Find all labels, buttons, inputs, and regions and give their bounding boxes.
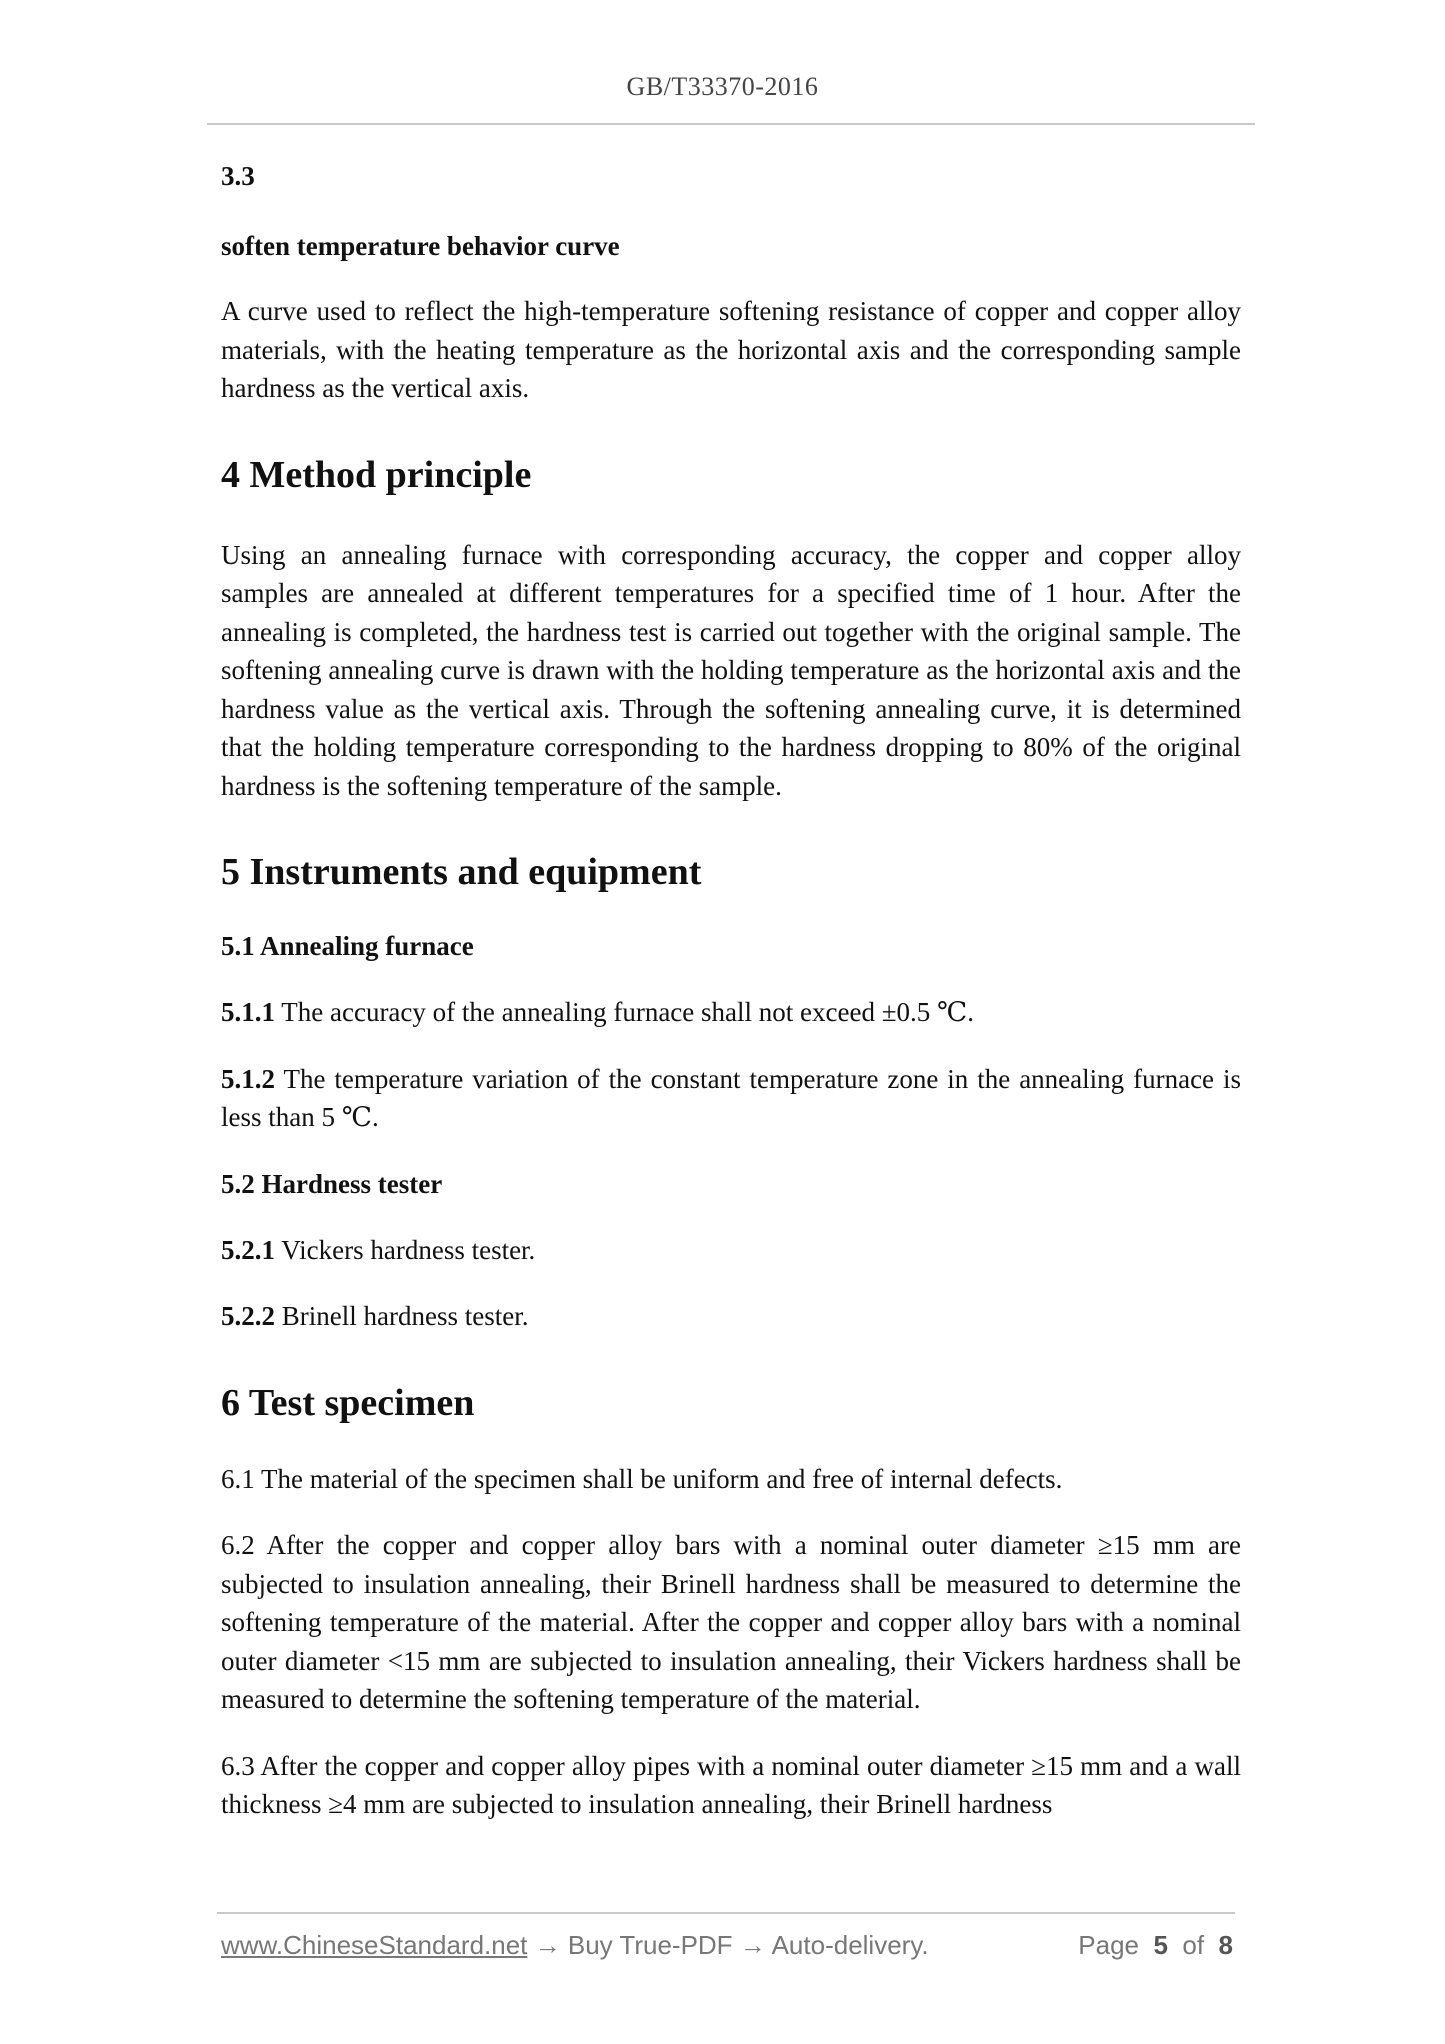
clause-text: The temperature variation of the constant temperature zone in the annealing furnace is less than 5 ℃. <box>221 1063 1241 1132</box>
clause-text: Brinell hardness tester. <box>275 1301 529 1331</box>
buy-text: Buy True-PDF <box>567 1930 733 1960</box>
clause-text: Vickers hardness tester. <box>275 1234 536 1265</box>
clause-number: 5.2.1 <box>221 1234 275 1265</box>
method-principle-paragraph: Using an annealing furnace with corresponding accuracy, the copper and copper alloy samples are annealed at different temperatures for a specified time of 1 hour. After the annealing is completed, the hardness test is carried out together with the original sample. The softening annealing curve is drawn with the holding temperature as the horizontal axis and the hardness value as the vertical axis. Through the softening annealing curve, it is determined that the holding temperature corresponding to the hardness dropping to 80% of the original hardness is the softening temperature of the sample. <box>221 539 1241 801</box>
page-label: Page <box>1078 1930 1140 1960</box>
term-definition: A curve used to reflect the high-temperature softening resistance of copper and copper alloy materials, with the heating temperature as the horizontal axis and the corresponding sample hardness as the vertical axis. <box>221 296 1241 403</box>
section-heading-4: 4 Method principle <box>221 453 532 496</box>
clause-6-1: 6.1 The material of the specimen shall be uniform and free of internal defects. <box>221 1463 1063 1494</box>
total-pages: 8 <box>1218 1930 1233 1960</box>
page-footer <box>221 1930 1233 1970</box>
footer-divider <box>217 1912 1235 1914</box>
term-heading: soften temperature behavior curve <box>221 231 620 261</box>
page-body <box>221 150 1241 1824</box>
section-heading-5: 5 Instruments and equipment <box>221 851 702 893</box>
clause-5-2-2 <box>221 1297 1241 1336</box>
running-header: GB/T33370-2016 <box>626 72 819 101</box>
section-heading-6: 6 Test specimen <box>221 1381 475 1424</box>
clause-5-2-1 <box>221 1231 1241 1270</box>
arrow-icon: → <box>732 1930 772 1960</box>
of-label: of <box>1182 1930 1205 1960</box>
delivery-text: Auto-delivery. <box>771 1930 929 1960</box>
arrow-icon: → <box>527 1930 568 1960</box>
current-page: 5 <box>1153 1930 1168 1960</box>
clause-5-1-1 <box>221 993 1241 1032</box>
header-divider <box>207 123 1255 125</box>
subsection-heading-5-2: 5.2 Hardness tester <box>221 1168 443 1199</box>
clause-6-3: 6.3 After the copper and copper alloy pipes with a nominal outer diameter ≥15 mm and a wall thickness ≥4 mm are subjected to insulation annealing, their Brinell hardness <box>221 1750 1241 1819</box>
subsection-heading-5-1: 5.1 Annealing furnace <box>221 931 474 961</box>
clause-6-2: 6.2 After the copper and copper alloy bars with a nominal outer diameter ≥15 mm are subjected to insulation annealing, their Brinell hardness shall be measured to determine the softening temperature of the material. After the copper and copper alloy bars with a nominal outer diameter <15 mm are subjected to insulation annealing, their Vickers hardness shall be measured to determine the softening temperature of the material. <box>221 1530 1241 1714</box>
footer-promo <box>221 1930 929 1961</box>
clause-text: The accuracy of the annealing furnace shall not exceed ±0.5 ℃. <box>275 997 974 1027</box>
clause-number: 3.3 <box>221 161 255 191</box>
clause-number: 5.2.2 <box>221 1301 275 1331</box>
clause-5-1-2 <box>221 1060 1241 1137</box>
site-link[interactable]: www.ChineseStandard.net <box>221 1930 528 1960</box>
clause-number: 5.1.1 <box>221 997 275 1027</box>
clause-number: 5.1.2 <box>221 1063 275 1094</box>
page-indicator <box>1078 1930 1233 1961</box>
